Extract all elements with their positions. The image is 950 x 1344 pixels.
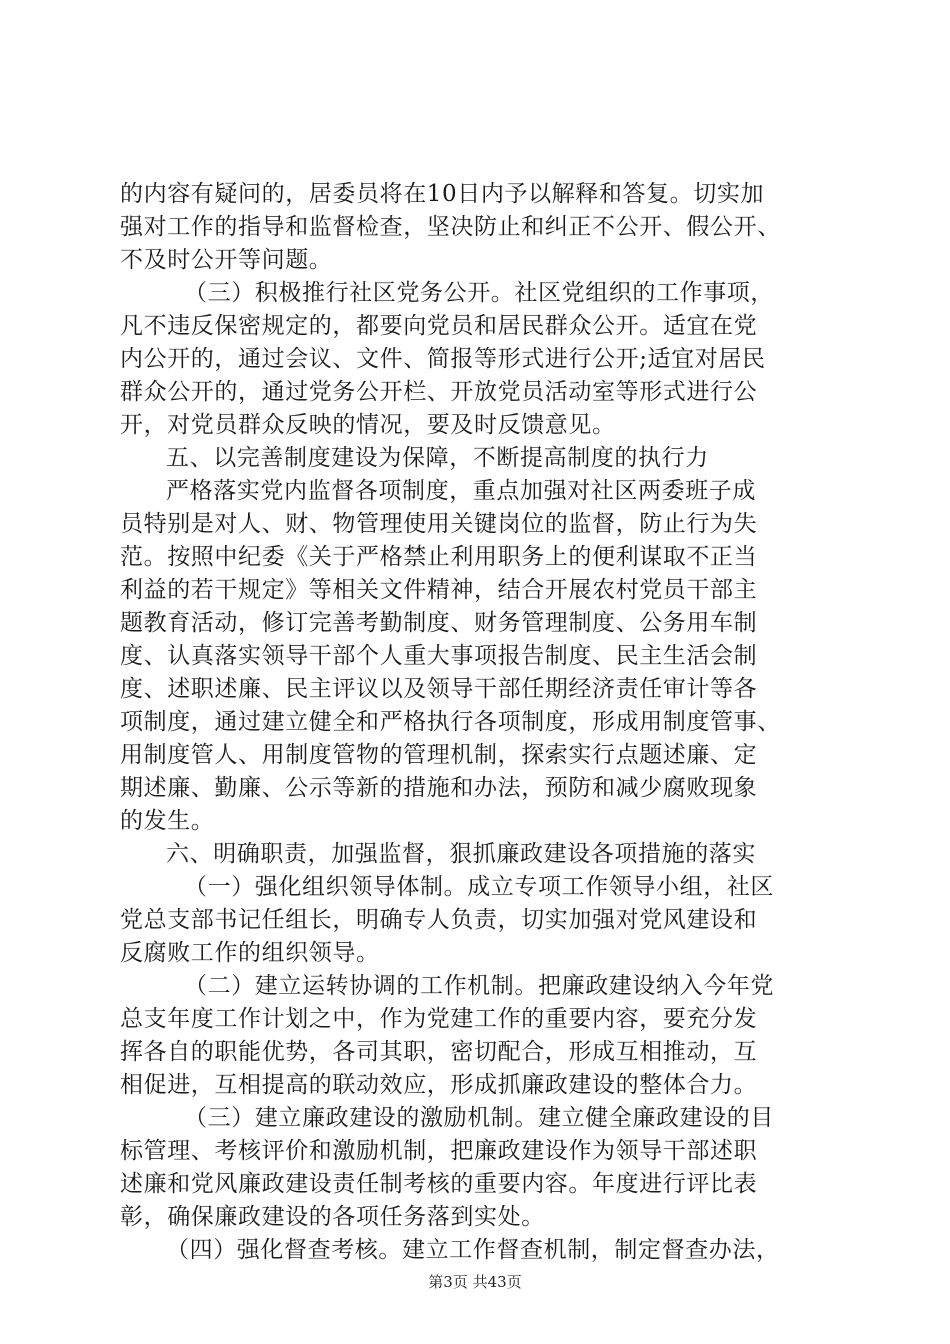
body-text-line: 利益的若干规定》等相关文件精神，结合开展农村党员干部主: [120, 577, 758, 603]
body-text-line: 述廉和党风廉政建设责任制考核的重要内容。年度进行评比表: [120, 1171, 758, 1197]
paragraph-start-line: 严格落实党内监督各项制度，重点加强对社区两委班子成: [166, 478, 756, 504]
section-heading-5: 五、以完善制度建设为保障，不断提高制度的执行力: [166, 445, 709, 471]
page-number-footer: 第3页 共43页: [428, 1273, 522, 1291]
body-text-line: 开，对党员群众反映的情况，要及时反馈意见。: [120, 412, 616, 438]
body-text-line: 标管理、考核评价和激励机制，把廉政建设作为领导干部述职: [120, 1138, 758, 1164]
body-text-line: 内公开的，通过会议、文件、简报等形式进行公开;适宜对居民: [120, 346, 766, 372]
body-text-line: 反腐败工作的组织领导。: [120, 940, 380, 966]
body-text-line: 凡不违反保密规定的，都要向党员和居民群众公开。适宜在党: [120, 313, 758, 339]
body-text-line: 用制度管人、用制度管物的管理机制，探索实行点题述廉、定: [120, 742, 758, 768]
body-text-line: 范。按照中纪委《关于严格禁止利用职务上的便利谋取不正当: [120, 544, 758, 570]
body-text-line: 挥各自的职能优势，各司其职，密切配合，形成互相推动，互: [120, 1039, 758, 1065]
paragraph-start-line: （三）积极推行社区党务公开。社区党组织的工作事项，: [184, 280, 774, 306]
body-text-line: 彰，确保廉政建设的各项任务落到实处。: [120, 1204, 545, 1230]
body-text-line: 相促进，互相提高的联动效应，形成抓廉政建设的整体合力。: [120, 1072, 758, 1098]
body-text-line: 的内容有疑问的，居委员将在10日内予以解释和答复。切实加: [120, 181, 765, 207]
body-text-line: 题教育活动，修订完善考勤制度、财务管理制度、公务用车制: [120, 610, 758, 636]
body-text-line: 党总支部书记任组长，明确专人负责，切实加强对党风建设和: [120, 907, 758, 933]
body-text-line: 员特别是对人、财、物管理使用关键岗位的监督，防止行为失: [120, 511, 758, 537]
body-text-line: 的发生。: [120, 808, 215, 834]
body-text-line: 期述廉、勤廉、公示等新的措施和办法，预防和减少腐败现象: [120, 775, 758, 801]
paragraph-start-line: （二）建立运转协调的工作机制。把廉政建设纳入今年党: [184, 973, 774, 999]
body-text-line: 总支年度工作计划之中，作为党建工作的重要内容，要充分发: [120, 1006, 758, 1032]
paragraph-start-line: （一）强化组织领导体制。成立专项工作领导小组，社区: [184, 874, 774, 900]
body-text-line: 强对工作的指导和监督检查，坚决防止和纠正不公开、假公开、: [120, 214, 781, 240]
section-heading-6: 六、明确职责，加强监督，狠抓廉政建设各项措施的落实: [166, 841, 756, 867]
paragraph-start-line: （四）强化督查考核。建立工作督查机制，制定督查办法，: [166, 1237, 780, 1263]
body-text-line: 不及时公开等问题。: [120, 247, 333, 273]
body-text-line: 群众公开的，通过党务公开栏、开放党员活动室等形式进行公: [120, 379, 758, 405]
body-text-line: 度、述职述廉、民主评议以及领导干部任期经济责任审计等各: [120, 676, 758, 702]
body-text-line: 项制度，通过建立健全和严格执行各项制度，形成用制度管事、: [120, 709, 781, 735]
paragraph-start-line: （三）建立廉政建设的激励机制。建立健全廉政建设的目: [184, 1105, 774, 1131]
body-text-line: 度、认真落实领导干部个人重大事项报告制度、民主生活会制: [120, 643, 758, 669]
